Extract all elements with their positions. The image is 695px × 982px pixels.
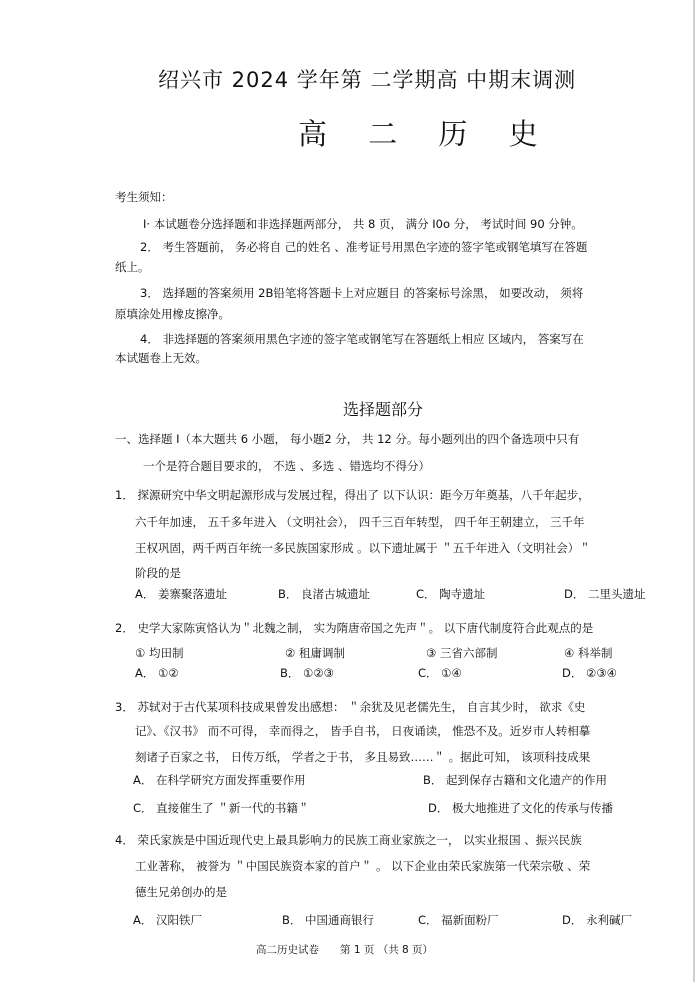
q4-option-c: C． 福新面粉厂 [418, 913, 499, 927]
q1-option-b: B． 良渚古城遗址 [278, 587, 371, 601]
q2-option-b: B． ①②③ [280, 666, 334, 680]
q1-option-d: D． 二里头遗址 [564, 587, 646, 601]
section-intro-cont: 一个是符合题目要求的， 不选 、多选 、错选均不得分） [143, 459, 430, 473]
q3-option-b: B． 起到保存古籍和文化遗产的作用 [423, 773, 608, 787]
q3-option-d: D． 极大地推进了文化的传承与传播 [428, 801, 614, 815]
q4-stem-line-1: 4． 荣氏家族是中国近现代史上最具影响力的民族工商业家族之一， 以实业报国 、振兴民族 [115, 833, 582, 847]
q3-stem-line-3: 刻诸子百家之书， 日传万纸， 学者之于书， 多且易致……＂ 。据此可知， 该项科技成果 [135, 750, 591, 764]
q4-option-d: D． 永利碱厂 [562, 913, 633, 927]
q3-option-a: A． 在科学研究方面发挥重要作用 [133, 773, 306, 787]
q1-option-a: A． 姜寨聚落遗址 [135, 587, 228, 601]
subject-title: 高 二 历 史 [298, 117, 554, 151]
notice-item-4-cont: 本试题卷上无效。 [115, 351, 207, 365]
q1-stem-line-1: 1． 探源研究中华文明起源形成与发展过程，得出了 以下认识：距今万年奠基，八千年起步， [115, 488, 590, 502]
q4-stem-line-2: 工业著称， 被誉为 ＂中国民族资本家的首户＂ 。 以下企业由荣氏家族第一代荣宗敬 、荣 [135, 859, 591, 873]
q3-stem-line-1: 3． 苏轼对于古代某项科技成果曾发出感想： ＂余犹及见老儒先生， 自言其少时， 欲求《史 [115, 700, 586, 714]
notice-item-2: 2． 考生答题前， 务必将自 己的姓名 、准考证号用黑色字迹的签字笔或钢笔填写在答题 [140, 240, 588, 254]
section-intro: 一、选择题 Ⅰ（本大题共 6 小题， 每小题2 分， 共 12 分。每小题列出的四个备选项中只有 [115, 432, 580, 446]
q2-option-c: C． ①④ [418, 666, 462, 680]
q3-option-c: C． 直接催生了 ＂新一代的书籍＂ [133, 801, 310, 815]
page-footer: 高二历史试卷 第 1 页 （共 8 页） [256, 944, 434, 956]
notice-item-4: 4． 非选择题的答案须用黑色字迹的签字笔或钢笔写在答题纸上相应 区域内， 答案写在 [140, 332, 584, 346]
q1-option-c: C． 陶寺遗址 [416, 587, 486, 601]
q2-item-4: ④ 科举制 [564, 646, 613, 660]
notice-item-1: Ⅰ· 本试题卷分选择题和非选择题两部分， 共 8 页， 满分 I0o 分， 考试时间 90 分钟。 [143, 217, 583, 231]
q2-item-1: ① 均田制 [135, 646, 184, 660]
notice-item-3: 3． 选择题的答案须用 2B铅笔将答题卡上对应题目 的答案标号涂黑， 如要改动， 须将 [140, 286, 584, 300]
q4-option-a: A． 汉阳铁厂 [133, 913, 203, 927]
q4-option-b: B． 中国通商银行 [282, 913, 375, 927]
q1-stem-line-3: 王权巩固，两千两百年统一多民族国家形成 。以下遗址属于 ＂五千年进入（文明社会）＂ [135, 541, 591, 555]
q2-option-d: D． ②③④ [562, 666, 617, 680]
q2-option-a: A． ①② [135, 666, 179, 680]
q2-stem: 2． 史学大家陈寅恪认为＂北魏之制， 实为隋唐帝国之先声＂。 以下唐代制度符合此观点的是 [115, 621, 594, 635]
q4-stem-line-3: 德生兄弟创办的是 [135, 885, 227, 899]
q3-stem-line-2: 记》、《汉书》 而不可得， 幸而得之， 皆手自书， 日夜诵读， 惟恐不及。近岁市人转相摹 [135, 724, 591, 738]
q2-item-3: ③ 三省六部制 [426, 646, 498, 660]
exam-title: 绍兴市 2024 学年第 二学期高 中期末调测 [158, 68, 577, 92]
q1-stem-line-4: 阶段的是 [135, 566, 181, 580]
q2-item-2: ② 租庸调制 [285, 646, 345, 660]
notice-item-3-cont: 原填涂处用橡皮擦净。 [115, 307, 230, 321]
notice-heading: 考生须知： [115, 190, 173, 204]
section-title: 选择题部分 [343, 400, 424, 419]
q1-stem-line-2: 六千年加速， 五千多年进入 （文明社会）， 四千三百年转型， 四千年王朝建立， 三千年 [135, 515, 585, 529]
notice-item-2-cont: 纸上。 [115, 260, 150, 274]
